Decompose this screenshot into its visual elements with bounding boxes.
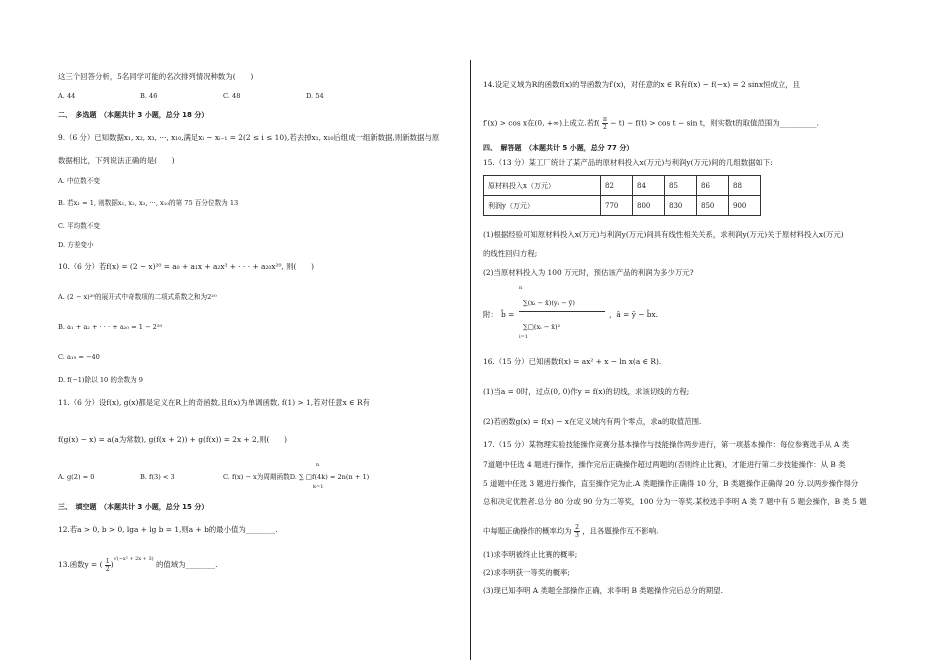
table-row: [484, 196, 761, 216]
q13: 13.函数y = ( $\frac{1}{2}$ )$^{√(-x^2 + 2x + 3)}$ 的值域为________.: [58, 556, 218, 573]
q13-prefix: 13.函数y = (: [58, 560, 103, 569]
formula-b-hat: b̂ =: [501, 310, 515, 319]
data-table: [483, 175, 761, 216]
q8-option-a: A. 44: [58, 92, 76, 100]
q13-exponent: √(−x² + 2x + 3): [113, 556, 154, 562]
q17-line-3: 5 道题中任选 3 题进行操作，直至操作完为止.A 类题操作正确得 10 分，B 类题操作正确得 20 分.以两步操作得分: [483, 479, 859, 488]
q17-frac-num: 2: [575, 524, 579, 531]
table-cell: 770: [601, 196, 633, 216]
q15-part1-line-2: 的线性回归方程;: [483, 249, 538, 258]
q9-option-a: A. 中位数不变: [58, 177, 100, 185]
q15-part1-line-1: (1)根据经验可知原材料投入x(万元)与利润y(万元)间具有线性相关关系，求利润y(万元)关于原材料投入x(万元): [483, 230, 844, 239]
table-cell: 84: [633, 176, 665, 196]
table-cell: 85: [665, 176, 697, 196]
formula-sum-lower: i=1: [519, 334, 528, 340]
q12: 12.若a > 0, b > 0, lga + lg b = 1,则a + b的最小值为________.: [58, 525, 278, 534]
q8-tail: 这三个回答分析，5名同学可能的名次排列情况种数为( ): [58, 72, 254, 81]
q17-line-1: 17.（15 分）某物理实验技能操作竞赛分基本操作与技能操作两步进行，第一项基本操作：每位参赛选手从 A 类: [483, 440, 850, 449]
q11-option-b: B. f(3) < 3: [140, 473, 175, 481]
q14-fraction: [602, 116, 608, 131]
formula-sum-upper: n: [519, 285, 523, 291]
q9-line-1: 9.（6 分）已知数据x₁, x₂, x₃, ···, x₁₀,满足xᵢ − xᵢ₋₁ = 2(2 ≤ i ≤ 10),若去掉x₁, x₁₀后组成一组新数据,则新数据与原: [58, 133, 440, 142]
table-cell: 800: [633, 196, 665, 216]
q8-option-d: D. 54: [306, 92, 324, 100]
q17-line-4: 总和决定优胜者.总分 80 分或 90 分为二等奖，100 分为一等奖.某校选手李明 A 类 7 题中有 5 题会操作，B 类 5 题: [483, 497, 867, 506]
table-cell: 86: [697, 176, 729, 196]
q14-line-2-b: − t) − f(t) > cos t − sin t，则实数t的取值范围为__________.: [610, 118, 819, 128]
q14-line-2-a: f′(x) > cos x在(0, +∞)上成立.若f(: [483, 118, 600, 128]
q14-frac-num: π: [602, 116, 607, 123]
table-row: [484, 176, 761, 196]
table-cell: 88: [729, 176, 761, 196]
table-cell: 900: [729, 196, 761, 216]
q9-option-b: B. 若x₁ = 1, 则数据x₁, x₂, x₃, ···, x₁₀的第 75 百分位数为 13: [58, 199, 239, 207]
q17-fraction: [574, 524, 580, 539]
table-row-label: 利润y（万元）: [484, 196, 601, 216]
formula-numerator: ∑(xᵢ − x̄)(yᵢ − ȳ): [523, 299, 575, 307]
q17-part3: (3)现已知李明 A 类题全部操作正确，求李明 B 类题操作完后总分的期望.: [483, 586, 723, 595]
q11-line-2: f(g(x) − x) = a(a为常数), g(f(x + 2)) + g(f(x)) = 2x + 2,则( ): [58, 435, 288, 444]
q14-line-1: 14.设定义域为R的函数f(x)的导函数为f′(x)，对任意的x ∈ R有f(x) − f(−x) = 2 sinx恒成立，且: [483, 80, 801, 89]
formula-denominator: ∑□(xᵢ − x̄)²: [523, 323, 561, 331]
q10-option-c: C. a₁₉ = −40: [58, 353, 100, 361]
q17-part1: (1)求李明被终止比赛的概率;: [483, 550, 578, 559]
q11-option-a: A. g(2) = 0: [58, 473, 95, 481]
q17-frac-den: 3: [575, 532, 579, 539]
q11-line-1: 11.（6 分）设f(x), g(x)都是定义在R上的奇函数,且f(x)为单调函数, f(1) > 1,若对任意x ∈ R有: [58, 398, 370, 407]
q10-option-a: A. (2 − x)²⁰的展开式中奇数项的二项式系数之和为2²⁰: [58, 293, 217, 301]
q17-line-5-a: 中每题正确操作的概率均为: [483, 526, 572, 536]
q14-frac-den: 2: [603, 124, 607, 131]
formula-label: 附：: [483, 310, 498, 319]
q16-stem: 16.（15 分）已知函数f(x) = ax² + x − ln x(a ∈ R).: [483, 357, 662, 366]
q16-part2: (2)若函数g(x) = f(x) − x在定义域内有两个零点，求a的取值范围.: [483, 417, 702, 426]
section-4-header: 四、 解答题 （本题共计 5 小题，总分 77 分）: [483, 144, 634, 152]
q10-option-b: B. a₁ + a₂ + · · · + a₂₀ = 1 − 2²⁰: [58, 323, 163, 331]
q10-stem: 10.（6 分）若f(x) = (2 − x)²⁰ = a₀ + a₁x + a₂x² + · · · + a₂₀x²⁰, 则( ): [58, 262, 315, 271]
section-3-header: 三、 填空题 （本题共计 3 小题，总分 15 分）: [58, 503, 209, 511]
q11-option-cd: C. f(x) − x为周期函数D. ∑ □f(4k) = 2n(n + 1): [223, 473, 370, 481]
q11-sum-upper: n: [316, 462, 320, 468]
q13-fraction: [105, 558, 111, 573]
q13-frac-den: 2: [105, 565, 110, 573]
q10-option-d: D. f(−1)除以 10 的余数为 9: [58, 376, 143, 384]
q15-stem: 15.（13 分）某工厂统计了某产品的原材料投入x(万元)与利润y(万元)间的几组数据如下:: [483, 158, 773, 167]
q9-option-c: C. 平均数不变: [58, 222, 100, 230]
q17-part2: (2)求李明获一等奖的概率;: [483, 568, 570, 577]
q17-line-5-b: ，且各题操作互不影响.: [582, 526, 659, 536]
q15-part2: (2)当原材料投入为 100 万元时，预估该产品的利润为多少万元?: [483, 268, 694, 277]
table-cell: 82: [601, 176, 633, 196]
q13-frac-num: 1: [105, 557, 110, 565]
q14-line-2: [483, 116, 819, 131]
q8-option-b: B. 46: [140, 92, 158, 100]
q8-option-c: C. 48: [223, 92, 241, 100]
q13-suffix: 的值域为________.: [155, 560, 218, 569]
section-2-header: 二、 多选题 （本题共计 3 小题，总分 18 分）: [58, 111, 209, 119]
q9-line-2: 数据相比，下列说法正确的是( ): [58, 156, 175, 165]
q16-part1: (1)当a = 0时，过点(0, 0)作y = f(x)的切线，求该切线的方程;: [483, 387, 690, 396]
table-cell: 850: [697, 196, 729, 216]
q17-line-5: [483, 524, 659, 539]
q9-option-d: D. 方差变小: [58, 241, 94, 249]
table-row-label: 原材料投入x（万元）: [484, 176, 601, 196]
q11-sum-lower: k=1: [313, 484, 324, 490]
table-cell: 830: [665, 196, 697, 216]
column-divider: [470, 60, 471, 660]
formula-a-hat: ，â = ȳ − b̂x.: [609, 310, 659, 319]
formula-fraction-bar: [519, 311, 605, 312]
q17-line-2: 7道题中任选 4 题进行操作，操作完后正确操作超过两题的(否则终止比赛)，才能进行第二步技能操作：从 B 类: [483, 460, 846, 469]
